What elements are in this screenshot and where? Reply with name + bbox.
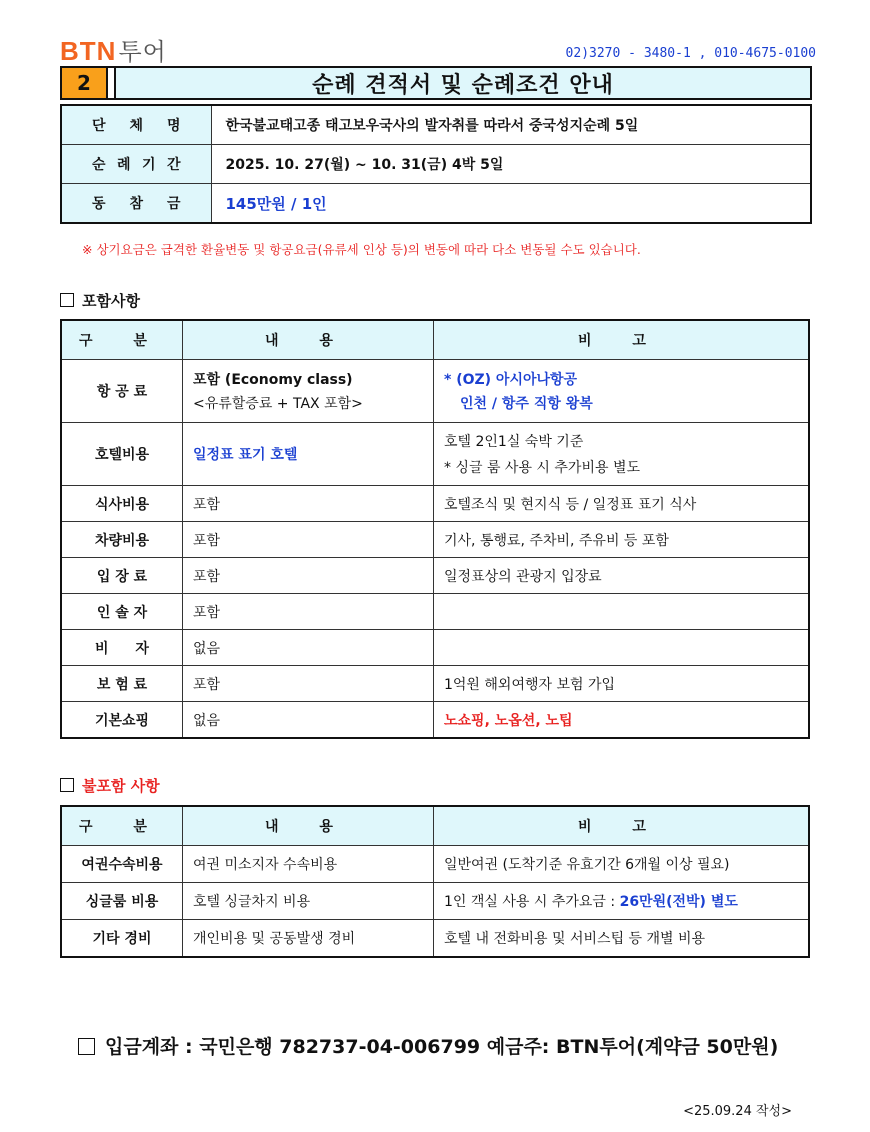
checkbox-icon [60,778,74,792]
info-label: 단 체 명 [61,105,211,145]
info-value: 한국불교태고종 태고보우국사의 발자취를 따라서 중국성지순례 5일 [211,105,811,145]
price-notice: ※ 상기요금은 급격한 환율변동 및 항공요금(유류세 인상 등)의 변동에 따라 다소 변동될 수도 있습니다. [82,242,641,257]
info-value: 2025. 10. 27(월) ~ 10. 31(금) 4박 5일 [211,145,811,184]
table-row: 여권수속비용 여권 미소지자 수속비용 일반여권 (도착기준 유효기간 6개월 이상 필요) [61,846,809,883]
info-row [61,184,811,224]
section-number: 2 [62,68,108,98]
table-row: 기본쇼핑 없음 노쇼핑, 노옵션, 노팁 [61,702,809,739]
phone-numbers: 02)3270 - 3480-1 , 010-4675-0100 [565,46,816,61]
table-row: 호텔비용 일정표 표기 호텔 호텔 2인1실 숙박 기준 * 싱글 룸 사용 시 추가비용 별도 [61,423,809,486]
table-row: 항 공 료 포함 (Economy class) <유류할증료 + TAX 포함> * (OZ) 아시아나항공 인천 / 항주 직항 왕복 [61,360,809,423]
info-value-price: 145만원 / 1인 [211,184,811,224]
table-header: 구 분 내 용 비 고 [61,806,809,846]
table-row: 보 험 료 포함 1억원 해외여행자 보험 가입 [61,666,809,702]
excluded-section-title: 불포함 사항 [60,775,160,796]
included-table [60,319,810,739]
info-label: 순 례 기 간 [61,145,211,184]
logo-brand: BTN [60,36,117,66]
table-row: 기타 경비 개인비용 및 공동발생 경비 호텔 내 전화비용 및 서비스팁 등 개별 비용 [61,920,809,958]
checkbox-icon [60,293,74,307]
included-section-title: 포함사항 [60,290,140,311]
btn-tour-logo [60,32,167,67]
table-row: 인 솔 자 포함 [61,594,809,630]
table-header: 구 분 내 용 비 고 [61,320,809,360]
table-row: 비 자 없음 [61,630,809,666]
info-row [61,105,811,145]
document-date: <25.09.24 작성> [683,1104,792,1119]
title-bar [60,66,812,100]
table-row: 차량비용 포함 기사, 통행료, 주차비, 주유비 등 포함 [61,522,809,558]
group-info-table [60,104,812,224]
table-row: 싱글룸 비용 호텔 싱글차지 비용 1인 객실 사용 시 추가요금 : 26만원(전박) 별도 [61,883,809,920]
page-title: 순례 견적서 및 순례조건 안내 [116,68,810,98]
checkbox-icon [78,1038,95,1055]
logo-tour: 투어 [118,39,167,66]
info-row [61,145,811,184]
info-label: 동 참 금 [61,184,211,224]
table-row: 식사비용 포함 호텔조식 및 현지식 등 / 일정표 표기 식사 [61,486,809,522]
excluded-table [60,805,810,958]
bank-account-info: 입금계좌 : 국민은행 782737-04-006799 예금주: BTN투어(계약금 50만원) [78,1032,778,1059]
table-row: 입 장 료 포함 일정표상의 관광지 입장료 [61,558,809,594]
